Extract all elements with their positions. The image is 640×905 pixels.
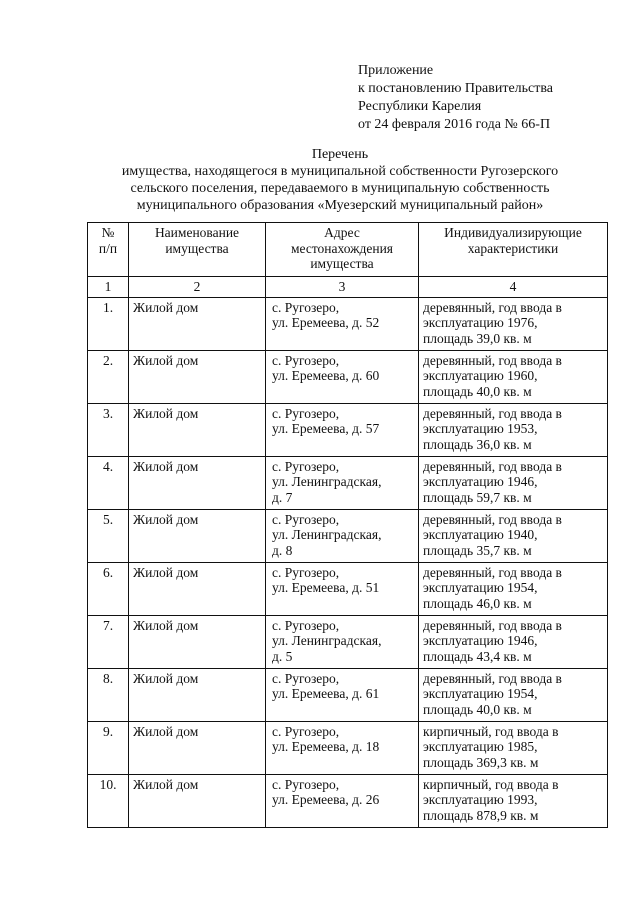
table-row: [88, 562, 608, 615]
address-line: с. Ругозеро,: [272, 564, 340, 580]
address-line: ул. Еремеева, д. 18: [272, 739, 380, 754]
address-line: ул. Ленинградская,: [272, 527, 382, 542]
address-line: д. 7: [272, 489, 293, 505]
characteristics-line: эксплуатацию 1940,: [423, 527, 538, 542]
header-name: [129, 223, 266, 277]
property-table: [87, 222, 608, 828]
address-line: ул. Еремеева, д. 26: [272, 792, 380, 807]
property-name: Жилой дом: [129, 721, 266, 774]
property-characteristics: [419, 774, 608, 827]
characteristics-line: деревянный, год ввода в: [423, 458, 562, 474]
title-line: имущества, находящегося в муниципальной собственности Ругозерского: [121, 164, 559, 179]
table-header-row: [88, 223, 608, 277]
row-number: 7.: [88, 615, 129, 668]
column-number: 2: [129, 277, 266, 298]
characteristics-line: площадь 40,0 кв. м: [423, 383, 532, 399]
property-name: Жилой дом: [129, 562, 266, 615]
appendix-block: [358, 62, 553, 134]
address-line: д. 5: [272, 648, 293, 664]
column-number-row: [88, 277, 608, 298]
characteristics-line: эксплуатацию 1954,: [423, 580, 538, 595]
row-number: 3.: [88, 403, 129, 456]
header-text: имущества: [165, 240, 229, 256]
property-name: Жилой дом: [129, 615, 266, 668]
characteristics-line: эксплуатацию 1953,: [423, 421, 538, 436]
address-line: ул. Еремеева, д. 60: [272, 368, 380, 383]
row-number: 5.: [88, 509, 129, 562]
property-characteristics: [419, 615, 608, 668]
address-line: с. Ругозеро,: [272, 776, 340, 792]
property-name: Жилой дом: [129, 350, 266, 403]
characteristics-line: эксплуатацию 1976,: [423, 315, 538, 330]
characteristics-line: кирпичный, год ввода в: [423, 723, 559, 739]
property-address: [266, 297, 419, 350]
appendix-line: к постановлению Правительства: [358, 81, 554, 96]
property-address: [266, 774, 419, 827]
characteristics-line: площадь 40,0 кв. м: [423, 701, 532, 717]
address-line: с. Ругозеро,: [272, 670, 340, 686]
row-number: 9.: [88, 721, 129, 774]
property-characteristics: [419, 456, 608, 509]
table-row: [88, 297, 608, 350]
appendix-line: Приложение: [358, 63, 434, 78]
property-address: [266, 668, 419, 721]
property-name: Жилой дом: [129, 297, 266, 350]
header-text: Адрес: [324, 225, 360, 240]
table-row: [88, 456, 608, 509]
row-number: 4.: [88, 456, 129, 509]
address-line: с. Ругозеро,: [272, 511, 340, 527]
header-text: п/п: [98, 240, 118, 256]
header-text: местонахождения: [290, 240, 394, 256]
table-row: [88, 774, 608, 827]
property-name: Жилой дом: [129, 509, 266, 562]
characteristics-line: площадь 878,9 кв. м: [423, 807, 539, 823]
address-line: с. Ругозеро,: [272, 723, 340, 739]
property-name: Жилой дом: [129, 774, 266, 827]
table-row: [88, 668, 608, 721]
characteristics-line: деревянный, год ввода в: [423, 670, 562, 686]
column-number: 3: [266, 277, 419, 298]
header-address: [266, 223, 419, 277]
property-characteristics: [419, 509, 608, 562]
address-line: ул. Ленинградская,: [272, 474, 382, 489]
property-address: [266, 615, 419, 668]
address-line: ул. Еремеева, д. 52: [272, 315, 380, 330]
property-characteristics: [419, 350, 608, 403]
property-name: Жилой дом: [129, 668, 266, 721]
address-line: ул. Еремеева, д. 61: [272, 686, 380, 701]
property-address: [266, 350, 419, 403]
address-line: с. Ругозеро,: [272, 352, 340, 368]
header-number: [88, 223, 129, 277]
characteristics-line: площадь 369,3 кв. м: [423, 754, 539, 770]
characteristics-line: деревянный, год ввода в: [423, 299, 562, 315]
property-address: [266, 509, 419, 562]
table-row: [88, 721, 608, 774]
characteristics-line: эксплуатацию 1960,: [423, 368, 538, 383]
characteristics-line: площадь 39,0 кв. м: [423, 330, 532, 346]
property-characteristics: [419, 297, 608, 350]
characteristics-line: эксплуатацию 1946,: [423, 474, 538, 489]
address-line: с. Ругозеро,: [272, 299, 340, 315]
characteristics-line: площадь 46,0 кв. м: [423, 595, 532, 611]
property-address: [266, 403, 419, 456]
property-address: [266, 562, 419, 615]
property-characteristics: [419, 403, 608, 456]
column-number: 4: [419, 277, 608, 298]
characteristics-line: деревянный, год ввода в: [423, 564, 562, 580]
characteristics-line: площадь 36,0 кв. м: [423, 436, 532, 452]
table-row: [88, 615, 608, 668]
characteristics-line: площадь 59,7 кв. м: [423, 489, 532, 505]
header-text: Индивидуализирующие: [444, 225, 582, 240]
title-line: муниципального образования «Муезерский муниципальный район»: [136, 198, 544, 213]
characteristics-line: деревянный, год ввода в: [423, 352, 562, 368]
appendix-line: от 24 февраля 2016 года № 66-П: [358, 117, 551, 132]
header-text: №: [101, 225, 115, 240]
characteristics-line: деревянный, год ввода в: [423, 511, 562, 527]
address-line: с. Ругозеро,: [272, 405, 340, 421]
property-address: [266, 721, 419, 774]
title-line: сельского поселения, передаваемого в муниципальную собственность: [130, 181, 550, 196]
characteristics-line: эксплуатацию 1993,: [423, 792, 538, 807]
address-line: с. Ругозеро,: [272, 458, 340, 474]
row-number: 1.: [88, 297, 129, 350]
characteristics-line: площадь 35,7 кв. м: [423, 542, 532, 558]
header-text: имущества: [310, 256, 374, 271]
column-number: 1: [88, 277, 129, 298]
characteristics-line: деревянный, год ввода в: [423, 405, 562, 421]
document-title: [80, 146, 600, 214]
row-number: 2.: [88, 350, 129, 403]
header-characteristics: [419, 223, 608, 277]
property-characteristics: [419, 721, 608, 774]
title-heading: Перечень: [311, 147, 369, 162]
property-characteristics: [419, 562, 608, 615]
address-line: ул. Ленинградская,: [272, 633, 382, 648]
table-row: [88, 509, 608, 562]
row-number: 10.: [88, 774, 129, 827]
header-text: характеристики: [467, 240, 559, 256]
characteristics-line: эксплуатацию 1985,: [423, 739, 538, 754]
characteristics-line: эксплуатацию 1946,: [423, 633, 538, 648]
address-line: с. Ругозеро,: [272, 617, 340, 633]
characteristics-line: эксплуатацию 1954,: [423, 686, 538, 701]
address-line: ул. Еремеева, д. 57: [272, 421, 380, 436]
header-text: Наименование: [154, 225, 240, 240]
property-name: Жилой дом: [129, 456, 266, 509]
appendix-line: Республики Карелия: [358, 99, 482, 114]
property-characteristics: [419, 668, 608, 721]
address-line: ул. Еремеева, д. 51: [272, 580, 380, 595]
property-name: Жилой дом: [129, 403, 266, 456]
characteristics-line: кирпичный, год ввода в: [423, 776, 559, 792]
characteristics-line: деревянный, год ввода в: [423, 617, 562, 633]
address-line: д. 8: [272, 542, 293, 558]
row-number: 6.: [88, 562, 129, 615]
row-number: 8.: [88, 668, 129, 721]
property-address: [266, 456, 419, 509]
table-row: [88, 350, 608, 403]
characteristics-line: площадь 43,4 кв. м: [423, 648, 532, 664]
table-row: [88, 403, 608, 456]
table-body: [88, 297, 608, 827]
